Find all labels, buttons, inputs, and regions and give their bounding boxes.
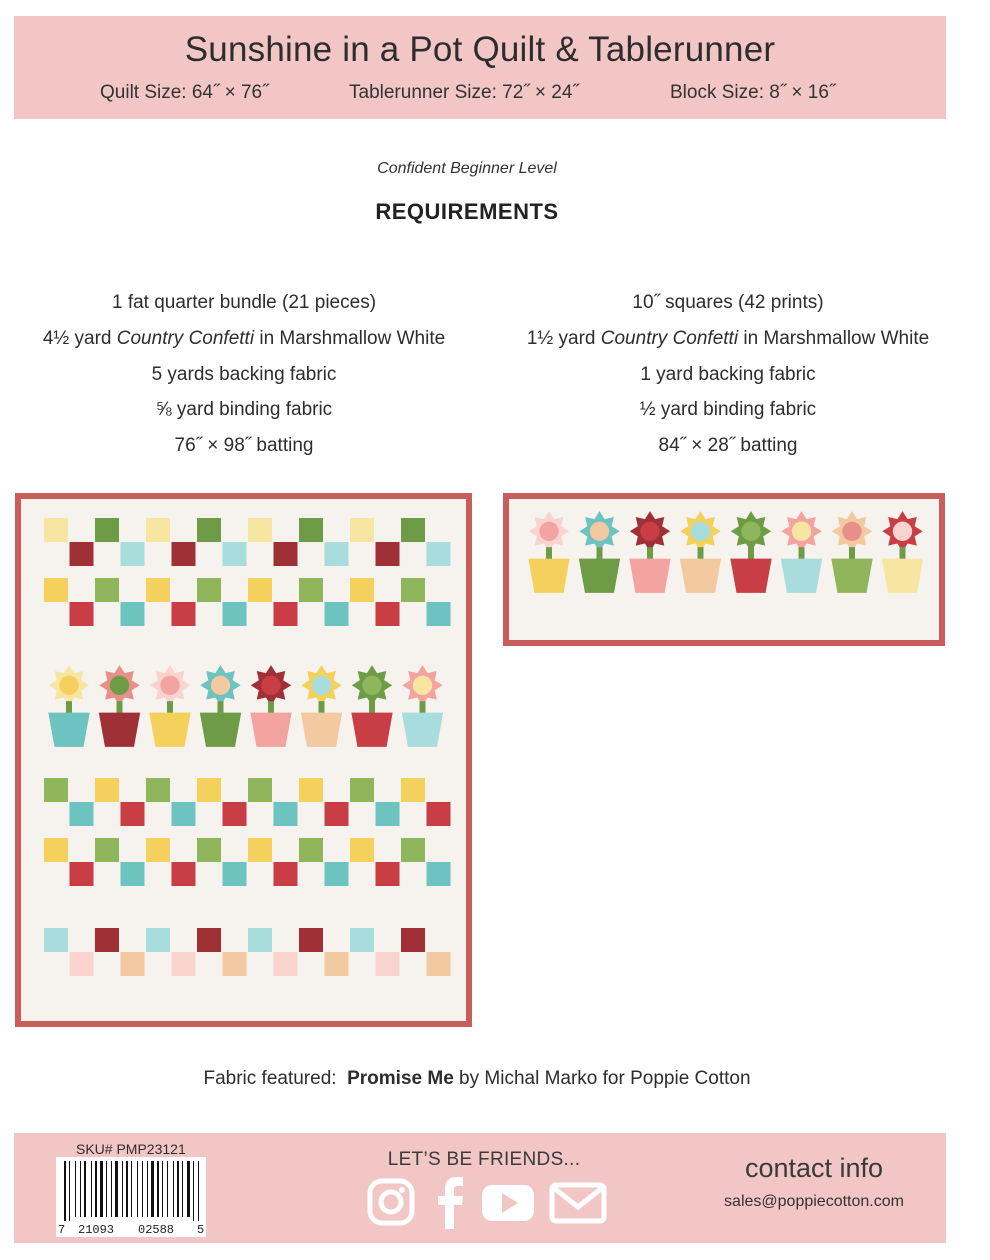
barcode-bars: [56, 1157, 206, 1221]
barcode-digit: 02588: [138, 1223, 175, 1237]
patch-square: [299, 518, 323, 542]
patch-square: [427, 602, 451, 626]
flower-stem: [849, 547, 855, 559]
patch-square: [146, 838, 170, 862]
patch-square: [44, 838, 68, 862]
flower-center: [741, 522, 760, 541]
patch-square: [95, 578, 119, 602]
patch-square: [95, 928, 119, 952]
barcode-digit: 5: [197, 1223, 205, 1237]
youtube-icon[interactable]: [480, 1175, 536, 1233]
barcode-bar: [100, 1161, 103, 1217]
patch-square: [427, 542, 451, 566]
barcode-bar: [84, 1161, 86, 1217]
flower-block: [831, 511, 872, 593]
patch-square: [401, 778, 425, 802]
flower-center: [362, 676, 381, 695]
quilt-backing: 5 yards backing fabric: [151, 363, 337, 385]
flower-block: [99, 665, 140, 747]
patch-square: [121, 542, 145, 566]
patch-square: [172, 602, 196, 626]
patch-square: [197, 928, 221, 952]
patch-square: [299, 778, 323, 802]
patch-square: [350, 778, 374, 802]
patch-square: [95, 838, 119, 862]
patch-square: [70, 862, 94, 886]
flower-stem: [698, 547, 704, 559]
flower-center: [640, 522, 659, 541]
flower-block: [629, 511, 670, 593]
quilt-size: Quilt Size: 64˝ × 76˝: [100, 82, 269, 103]
barcode-bar: [193, 1161, 194, 1221]
patch-square: [427, 862, 451, 886]
flower-block: [528, 511, 569, 593]
patch-square: [70, 802, 94, 826]
flower-stem: [268, 701, 274, 713]
patch-square: [121, 802, 145, 826]
patch-square: [376, 542, 400, 566]
quilt-svg: [21, 499, 466, 1021]
patch-square: [223, 862, 247, 886]
flower-stem: [66, 701, 72, 713]
flower-pot: [528, 559, 569, 593]
flower-pot: [579, 559, 620, 593]
patch-square: [146, 928, 170, 952]
flower-stem: [218, 701, 224, 713]
quilt-illustration: [15, 493, 472, 1027]
patch-square: [325, 542, 349, 566]
patch-square: [325, 602, 349, 626]
flower-stem: [167, 701, 173, 713]
flower-block: [200, 665, 241, 747]
flower-stem: [546, 547, 552, 559]
footer-band: [14, 1133, 946, 1243]
patch-square: [376, 602, 400, 626]
patch-square: [70, 602, 94, 626]
patch-square: [274, 802, 298, 826]
flower-pot: [351, 713, 392, 747]
quilt-batting: 76˝ × 98˝ batting: [174, 435, 314, 457]
flower-stem: [647, 547, 653, 559]
barcode-bar: [142, 1161, 143, 1217]
flower-center: [691, 522, 710, 541]
flower-stem: [748, 547, 754, 559]
flower-block: [730, 511, 771, 593]
patch-square: [223, 602, 247, 626]
barcode-bar: [95, 1161, 97, 1217]
flower-stem: [900, 547, 906, 559]
patch-square: [197, 578, 221, 602]
patch-square: [248, 838, 272, 862]
patch-square: [172, 952, 196, 976]
barcode-bar: [173, 1161, 174, 1217]
flower-center: [312, 676, 331, 695]
runner-svg: [509, 499, 939, 640]
flower-pot: [781, 559, 822, 593]
flower-stem: [799, 547, 805, 559]
flower-stem: [597, 547, 603, 559]
patch-square: [223, 802, 247, 826]
patch-square: [172, 862, 196, 886]
patch-square: [325, 952, 349, 976]
patch-square: [350, 928, 374, 952]
flower-pot: [730, 559, 771, 593]
patch-square: [248, 578, 272, 602]
header-band: [14, 16, 946, 119]
patch-square: [95, 778, 119, 802]
patch-square: [223, 952, 247, 976]
patch-square: [325, 862, 349, 886]
patch-square: [197, 778, 221, 802]
flower-block: [579, 511, 620, 593]
flower-block: [250, 665, 291, 747]
flower-pot: [831, 559, 872, 593]
barcode-bar: [177, 1161, 179, 1217]
patch-square: [70, 952, 94, 976]
flower-center: [211, 676, 230, 695]
runner-batting: 84˝ × 28˝ batting: [658, 435, 798, 457]
quilt-background: 4½ yard Country Confetti in Marshmallow White: [42, 327, 446, 349]
patch-square: [146, 578, 170, 602]
flower-block: [351, 665, 392, 747]
patch-square: [121, 602, 145, 626]
flower-stem: [117, 701, 123, 713]
patch-square: [197, 838, 221, 862]
patch-square: [146, 518, 170, 542]
page-title: Sunshine in a Pot Quilt & Tablerunner: [184, 30, 776, 69]
patch-square: [172, 542, 196, 566]
barcode-bar: [115, 1161, 118, 1217]
instagram-icon[interactable]: [366, 1175, 416, 1233]
flower-pot: [301, 713, 342, 747]
barcode-bar: [147, 1161, 148, 1217]
lets-be-friends: LET’S BE FRIENDS...: [387, 1149, 581, 1170]
barcode-bar: [122, 1161, 123, 1217]
sku-label: SKU# PMP23121: [76, 1141, 186, 1157]
patch-square: [376, 802, 400, 826]
barcode-bar: [111, 1161, 112, 1217]
runner-background: 1½ yard Country Confetti in Marshmallow White: [526, 327, 930, 349]
quilt-binding: ⅝ yard binding fabric: [155, 399, 333, 421]
flower-center: [893, 522, 912, 541]
patch-square: [427, 952, 451, 976]
patch-square: [376, 862, 400, 886]
flower-pot: [629, 559, 670, 593]
patch-square: [70, 542, 94, 566]
barcode-bar: [151, 1161, 154, 1217]
barcode-digit: 21093: [78, 1223, 115, 1237]
patch-square: [350, 578, 374, 602]
flower-block: [882, 511, 923, 593]
barcode-bar: [131, 1161, 132, 1217]
contact-info-heading: contact info: [744, 1153, 884, 1183]
barcode-bar: [64, 1161, 66, 1221]
skill-level: Confident Beginner Level: [377, 160, 557, 177]
barcode-bar: [91, 1161, 92, 1217]
flower-block: [301, 665, 342, 747]
flower-center: [842, 522, 861, 541]
flower-center: [110, 676, 129, 695]
patch-square: [248, 778, 272, 802]
patch-square: [121, 952, 145, 976]
patch-square: [274, 602, 298, 626]
patch-square: [121, 862, 145, 886]
tablerunner-size: Tablerunner Size: 72˝ × 24˝: [349, 82, 579, 103]
flower-pot: [149, 713, 190, 747]
runner-bundle: 10˝ squares (42 prints): [632, 292, 824, 313]
barcode-bar: [198, 1161, 199, 1221]
barcode-bar: [157, 1161, 159, 1217]
patch-square: [299, 838, 323, 862]
barcode-bar: [69, 1161, 70, 1221]
runner-backing: 1 yard backing fabric: [640, 363, 816, 385]
flower-block: [680, 511, 721, 593]
patch-square: [44, 518, 68, 542]
patch-square: [274, 952, 298, 976]
tablerunner-illustration: [503, 493, 945, 646]
flower-center: [590, 522, 609, 541]
barcode-bar: [106, 1161, 107, 1217]
barcode-bar: [187, 1161, 190, 1217]
barcode-bar: [167, 1161, 168, 1217]
barcode-digit: 7: [58, 1223, 66, 1237]
barcode-bar: [126, 1161, 128, 1217]
flower-block: [48, 665, 89, 747]
runner-requirements: [488, 285, 968, 464]
patch-square: [427, 802, 451, 826]
facebook-icon[interactable]: [430, 1175, 470, 1233]
email-link[interactable]: sales@poppiecotton.com: [724, 1193, 904, 1210]
patch-square: [172, 802, 196, 826]
patch-square: [350, 838, 374, 862]
flower-center: [261, 676, 280, 695]
flower-stem: [420, 701, 426, 713]
patch-square: [44, 928, 68, 952]
barcode-bar: [137, 1161, 138, 1217]
flower-pot: [402, 713, 443, 747]
barcode-bar: [80, 1161, 81, 1217]
runner-binding: ½ yard binding fabric: [639, 399, 817, 421]
patch-square: [197, 518, 221, 542]
block-size: Block Size: 8˝ × 16˝: [670, 82, 836, 103]
flower-center: [59, 676, 78, 695]
patch-square: [274, 542, 298, 566]
flower-center: [539, 522, 558, 541]
fabric-featured: Fabric featured: Promise Me by Michal Marko for Poppie Cotton: [203, 1068, 751, 1089]
patch-square: [401, 518, 425, 542]
flower-pot: [200, 713, 241, 747]
mail-icon[interactable]: [548, 1175, 608, 1233]
quilt-requirements: [4, 285, 484, 464]
quilt-bundle: 1 fat quarter bundle (21 pieces): [111, 292, 377, 313]
flower-pot: [48, 713, 89, 747]
barcode-bar: [182, 1161, 183, 1217]
requirements-heading: REQUIREMENTS: [375, 199, 559, 224]
patch-square: [401, 928, 425, 952]
flower-center: [160, 676, 179, 695]
patch-square: [146, 778, 170, 802]
flower-pot: [882, 559, 923, 593]
flower-pot: [680, 559, 721, 593]
flower-pot: [99, 713, 140, 747]
flower-block: [149, 665, 190, 747]
patch-square: [401, 578, 425, 602]
patch-square: [248, 928, 272, 952]
flower-center: [413, 676, 432, 695]
patch-square: [325, 802, 349, 826]
barcode: [56, 1157, 206, 1237]
patch-square: [223, 542, 247, 566]
patch-square: [274, 862, 298, 886]
patch-square: [299, 578, 323, 602]
barcode-bar: [75, 1161, 76, 1217]
barcode-bar: [162, 1161, 163, 1217]
patch-square: [44, 578, 68, 602]
patch-square: [44, 778, 68, 802]
patch-square: [248, 518, 272, 542]
patch-square: [299, 928, 323, 952]
flower-pot: [250, 713, 291, 747]
patch-square: [376, 952, 400, 976]
flower-stem: [319, 701, 325, 713]
flower-stem: [369, 701, 375, 713]
flower-block: [402, 665, 443, 747]
patch-square: [95, 518, 119, 542]
flower-center: [792, 522, 811, 541]
flower-block: [781, 511, 822, 593]
patch-square: [350, 518, 374, 542]
patch-square: [401, 838, 425, 862]
